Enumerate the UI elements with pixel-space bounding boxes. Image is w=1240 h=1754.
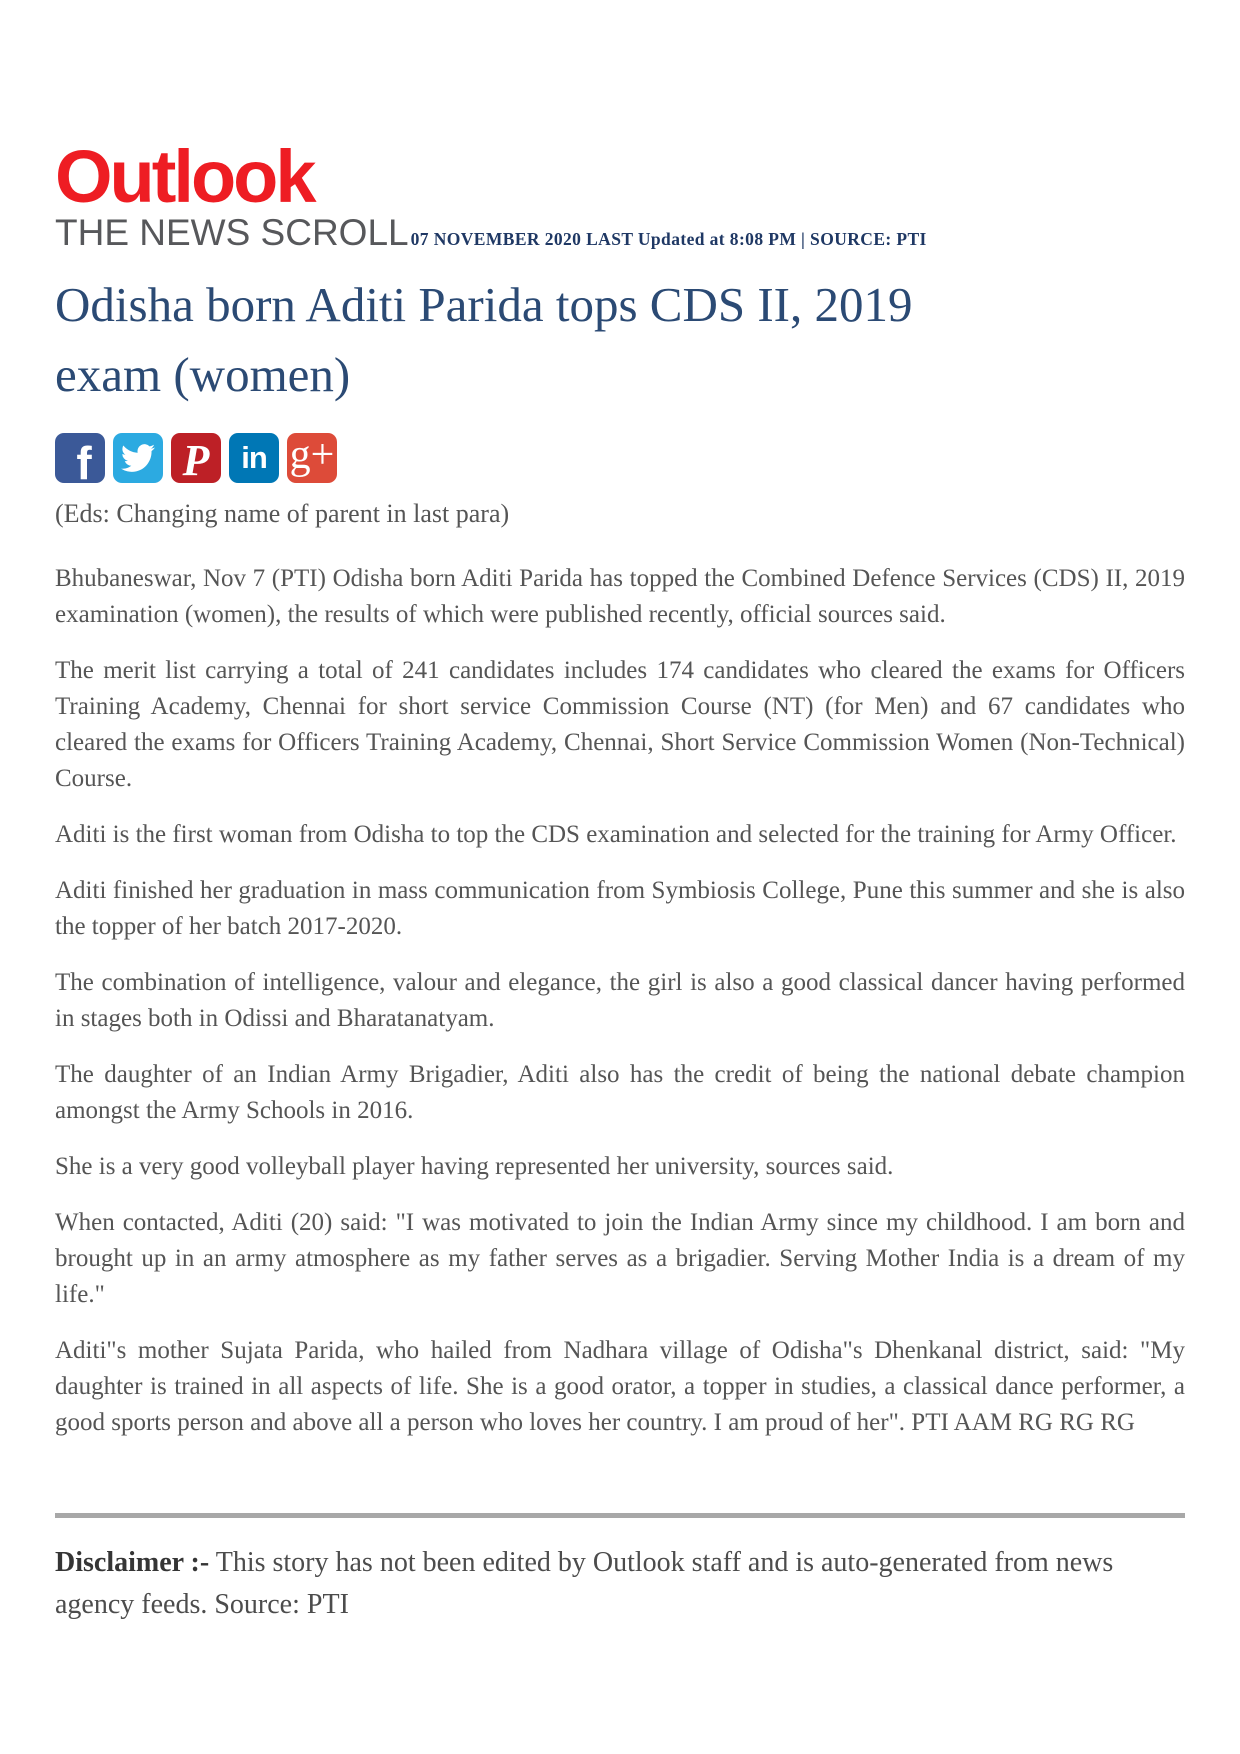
facebook-share-button[interactable] (55, 433, 105, 483)
social-share-bar (55, 433, 1185, 483)
twitter-bird-icon (121, 441, 155, 475)
eds-note: (Eds: Changing name of parent in last para) (55, 499, 510, 529)
article-paragraph: Aditi finished her graduation in mass communication from Symbiosis College, Pune this summer and she is also the topper of her batch 2017-2020. (55, 877, 1185, 941)
twitter-share-button[interactable] (113, 433, 163, 483)
section-title: THE NEWS SCROLL (55, 212, 409, 254)
article-paragraph: Bhubaneswar, Nov 7 (PTI) Odisha born Aditi Parida has topped the Combined Defence Services (CDS) II, 2019 examination (women), the results of which were published recently, official sources said. (55, 565, 1185, 629)
brand-line (55, 212, 1185, 254)
article-paragraph: The daughter of an Indian Army Brigadier, Aditi also has the credit of being the national debate champion amongst the Army Schools in 2016. (55, 1061, 1185, 1125)
outlook-logo[interactable]: Outlook (55, 135, 314, 218)
facebook-icon: f (76, 437, 92, 484)
linkedin-icon: in (241, 440, 267, 476)
headline: Odisha born Aditi Parida tops CDS II, 2019 exam (women) (55, 277, 913, 402)
article-paragraph: When contacted, Aditi (20) said: "I was motivated to join the Indian Army since my childhood. I am born and brought up in an army atmosphere as my father serves as a brigadier. Serving Mother India is a dream of my life." (55, 1209, 1185, 1309)
article-paragraph: The merit list carrying a total of 241 candidates includes 174 candidates who cleared the exams for Officers Training Academy, Chennai for short service Commission Course (NT) (for Men) and 67 candidates who cleared the exams for Officers Training Academy, Chennai, Short Service Commission Women (Non-Technical) Course. (55, 657, 1185, 793)
date-source-line: 07 NOVEMBER 2020 LAST Updated at 8:08 PM | SOURCE: PTI (410, 229, 927, 250)
googleplus-share-button[interactable] (287, 433, 337, 483)
article-paragraph: The combination of intelligence, valour and elegance, the girl is also a good classical dancer having performed in stages both in Odissi and Bharatanatyam. (55, 969, 1185, 1033)
page-header (55, 135, 1185, 254)
googleplus-icon: g+ (289, 433, 335, 479)
article-body (55, 561, 1185, 1441)
article-paragraph: Aditi"s mother Sujata Parida, who hailed from Nadhara village of Odisha"s Dhenkanal district, said: "My daughter is trained in all aspects of life. She is a good orator, a topper in studies, a classical dance performer, a good sports person and above all a person who loves her country. I am proud of her". PTI AAM RG RG RG (55, 1337, 1185, 1437)
disclaimer (55, 1542, 1185, 1626)
pinterest-share-button[interactable] (171, 433, 221, 483)
linkedin-share-button[interactable] (229, 433, 279, 483)
article-paragraph: Aditi is the first woman from Odisha to top the CDS examination and selected for the training for Army Officer. (55, 821, 1177, 849)
disclaimer-text: This story has not been edited by Outlook staff and is auto-generated from news agency feeds. Source: PTI (55, 1547, 1114, 1621)
disclaimer-label: Disclaimer :- (55, 1547, 210, 1579)
article-paragraph: She is a very good volleyball player having represented her university, sources said. (55, 1153, 894, 1181)
divider (55, 1513, 1185, 1518)
pinterest-icon: P (182, 435, 210, 484)
